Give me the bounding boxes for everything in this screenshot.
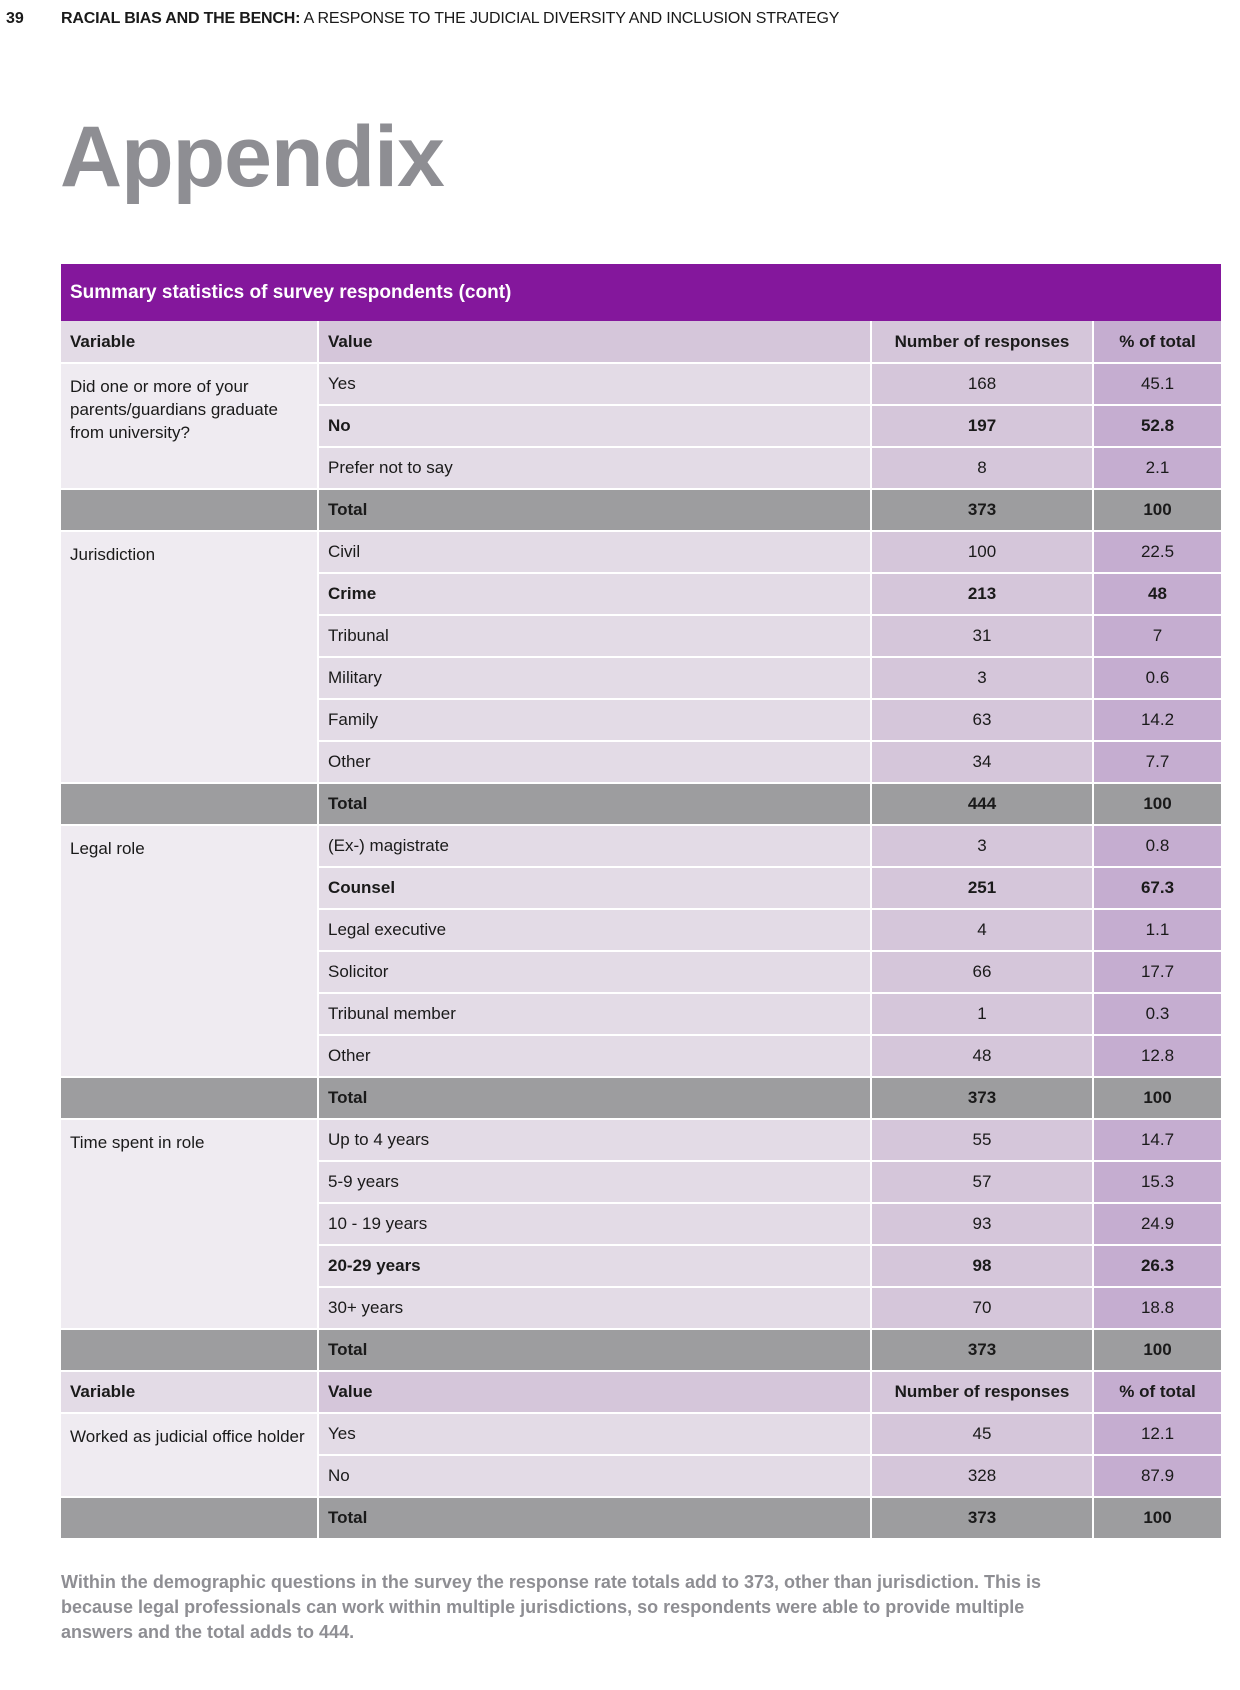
total-spacer: [61, 1329, 318, 1371]
header-number: Number of responses: [871, 321, 1093, 363]
total-row: [61, 1497, 1221, 1539]
value-cell: Yes: [318, 363, 871, 405]
number-cell: 98: [871, 1245, 1093, 1287]
value-cell: Crime: [318, 573, 871, 615]
value-cell: 10 - 19 years: [318, 1203, 871, 1245]
value-cell: 5-9 years: [318, 1161, 871, 1203]
table-row: [61, 531, 1221, 573]
total-percent: 100: [1093, 489, 1221, 531]
header-value: Value: [318, 321, 871, 363]
value-cell: Prefer not to say: [318, 447, 871, 489]
number-cell: 3: [871, 657, 1093, 699]
number-cell: 63: [871, 699, 1093, 741]
value-cell: Yes: [318, 1413, 871, 1455]
value-cell: (Ex-) magistrate: [318, 825, 871, 867]
number-cell: 4: [871, 909, 1093, 951]
percent-cell: 17.7: [1093, 951, 1221, 993]
percent-cell: 87.9: [1093, 1455, 1221, 1497]
total-number: 373: [871, 1497, 1093, 1539]
total-percent: 100: [1093, 783, 1221, 825]
total-label: Total: [318, 783, 871, 825]
total-row: [61, 1077, 1221, 1119]
total-number: 373: [871, 489, 1093, 531]
value-cell: Civil: [318, 531, 871, 573]
number-cell: 168: [871, 363, 1093, 405]
variable-cell: Legal role: [61, 825, 318, 1077]
total-spacer: [61, 1077, 318, 1119]
number-cell: 251: [871, 867, 1093, 909]
number-cell: 1: [871, 993, 1093, 1035]
header-number: Number of responses: [871, 1371, 1093, 1413]
statistics-table: [61, 321, 1221, 1540]
total-row: [61, 489, 1221, 531]
value-cell: Family: [318, 699, 871, 741]
value-cell: No: [318, 1455, 871, 1497]
percent-cell: 7: [1093, 615, 1221, 657]
table-row: [61, 1413, 1221, 1455]
percent-cell: 22.5: [1093, 531, 1221, 573]
percent-cell: 0.3: [1093, 993, 1221, 1035]
total-label: Total: [318, 1077, 871, 1119]
percent-cell: 1.1: [1093, 909, 1221, 951]
total-number: 373: [871, 1077, 1093, 1119]
number-cell: 55: [871, 1119, 1093, 1161]
percent-cell: 12.8: [1093, 1035, 1221, 1077]
total-label: Total: [318, 1329, 871, 1371]
header-percent: % of total: [1093, 1371, 1221, 1413]
total-percent: 100: [1093, 1077, 1221, 1119]
number-cell: 8: [871, 447, 1093, 489]
header-percent: % of total: [1093, 321, 1221, 363]
number-cell: 93: [871, 1203, 1093, 1245]
table-row: [61, 1119, 1221, 1161]
percent-cell: 45.1: [1093, 363, 1221, 405]
percent-cell: 2.1: [1093, 447, 1221, 489]
total-percent: 100: [1093, 1497, 1221, 1539]
value-cell: Solicitor: [318, 951, 871, 993]
percent-cell: 12.1: [1093, 1413, 1221, 1455]
total-number: 373: [871, 1329, 1093, 1371]
total-row: [61, 783, 1221, 825]
total-row: [61, 1329, 1221, 1371]
total-label: Total: [318, 1497, 871, 1539]
number-cell: 213: [871, 573, 1093, 615]
percent-cell: 7.7: [1093, 741, 1221, 783]
variable-cell: Jurisdiction: [61, 531, 318, 783]
total-percent: 100: [1093, 1329, 1221, 1371]
total-label: Total: [318, 489, 871, 531]
number-cell: 3: [871, 825, 1093, 867]
value-cell: Military: [318, 657, 871, 699]
total-number: 444: [871, 783, 1093, 825]
total-spacer: [61, 1497, 318, 1539]
table-caption: Summary statistics of survey respondents (cont): [61, 264, 1221, 321]
running-header-rest: A RESPONSE TO THE JUDICIAL DIVERSITY AND INCLUSION STRATEGY: [303, 10, 840, 27]
total-spacer: [61, 489, 318, 531]
number-cell: 45: [871, 1413, 1093, 1455]
value-cell: No: [318, 405, 871, 447]
number-cell: 197: [871, 405, 1093, 447]
variable-cell: Time spent in role: [61, 1119, 318, 1329]
percent-cell: 0.8: [1093, 825, 1221, 867]
number-cell: 70: [871, 1287, 1093, 1329]
table-row: [61, 825, 1221, 867]
number-cell: 48: [871, 1035, 1093, 1077]
page-title: Appendix: [60, 109, 444, 205]
total-spacer: [61, 783, 318, 825]
number-cell: 328: [871, 1455, 1093, 1497]
running-header-bold: RACIAL BIAS AND THE BENCH:: [61, 10, 301, 27]
value-cell: Other: [318, 741, 871, 783]
page-number: 39: [6, 10, 24, 27]
value-cell: Other: [318, 1035, 871, 1077]
percent-cell: 14.7: [1093, 1119, 1221, 1161]
percent-cell: 52.8: [1093, 405, 1221, 447]
percent-cell: 48: [1093, 573, 1221, 615]
number-cell: 100: [871, 531, 1093, 573]
value-cell: Up to 4 years: [318, 1119, 871, 1161]
footnote: Within the demographic questions in the survey the response rate totals add to 373, other than jurisdiction. This is because legal professionals can work within multiple jurisdictions, so respondents were able to provide multiple answers and the total adds to 444.: [61, 1572, 1041, 1642]
table-row: [61, 363, 1221, 405]
header-variable: Variable: [61, 321, 318, 363]
percent-cell: 24.9: [1093, 1203, 1221, 1245]
percent-cell: 26.3: [1093, 1245, 1221, 1287]
variable-cell: Worked as judicial office holder: [61, 1413, 318, 1497]
number-cell: 66: [871, 951, 1093, 993]
variable-cell: Did one or more of your parents/guardians graduate from university?: [61, 363, 318, 489]
header-variable: Variable: [61, 1371, 318, 1413]
number-cell: 57: [871, 1161, 1093, 1203]
percent-cell: 18.8: [1093, 1287, 1221, 1329]
table-header-row: [61, 321, 1221, 363]
value-cell: 20-29 years: [318, 1245, 871, 1287]
value-cell: Legal executive: [318, 909, 871, 951]
value-cell: Counsel: [318, 867, 871, 909]
percent-cell: 14.2: [1093, 699, 1221, 741]
summary-table: [61, 264, 1221, 1540]
value-cell: 30+ years: [318, 1287, 871, 1329]
header-value: Value: [318, 1371, 871, 1413]
table-header-row: [61, 1371, 1221, 1413]
percent-cell: 0.6: [1093, 657, 1221, 699]
number-cell: 34: [871, 741, 1093, 783]
number-cell: 31: [871, 615, 1093, 657]
value-cell: Tribunal member: [318, 993, 871, 1035]
running-header: [61, 10, 839, 28]
value-cell: Tribunal: [318, 615, 871, 657]
percent-cell: 15.3: [1093, 1161, 1221, 1203]
percent-cell: 67.3: [1093, 867, 1221, 909]
